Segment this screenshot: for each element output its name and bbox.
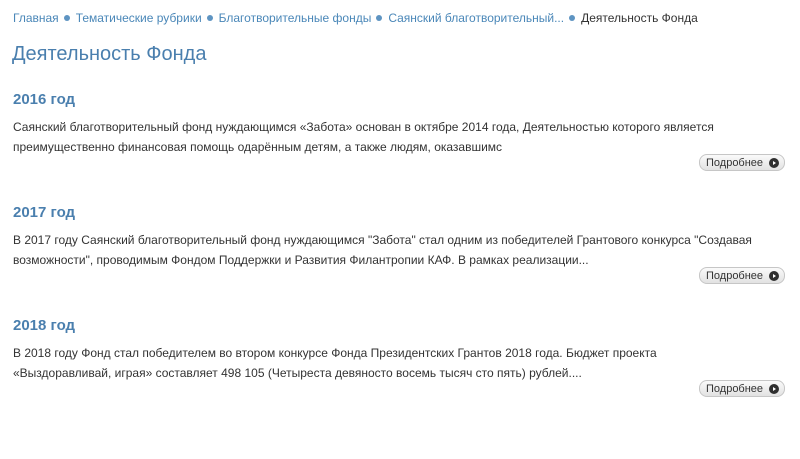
more-button-label: Подробнее <box>706 156 764 169</box>
bullet-separator-icon <box>64 15 70 21</box>
article-2018 <box>13 317 785 399</box>
bullet-separator-icon <box>376 15 382 21</box>
breadcrumb-link-home[interactable]: Главная <box>13 11 59 25</box>
breadcrumb-link-charity-funds[interactable]: Благотворительные фонды <box>218 11 372 25</box>
circle-arrow-right-icon <box>769 271 779 281</box>
breadcrumb-link-rubrics[interactable]: Тематические рубрики <box>75 11 202 25</box>
circle-arrow-right-icon <box>769 384 779 394</box>
more-button[interactable] <box>699 267 785 284</box>
article-heading[interactable]: 2016 год <box>13 91 76 108</box>
bullet-separator-icon <box>569 15 575 21</box>
bullet-separator-icon <box>207 15 213 21</box>
article-2016 <box>13 91 785 173</box>
breadcrumb-current: Деятельность Фонда <box>581 11 698 25</box>
page-title: Деятельность Фонда <box>12 43 207 65</box>
more-button[interactable] <box>699 154 785 171</box>
article-text: Саянский благотворительный фонд нуждающимся «Забота» основан в октябре 2014 года, Деятельностью которого является преимущественно финансовая помощь одарённым детям, а также людям, оказавшимс <box>13 120 714 154</box>
article-heading[interactable]: 2017 год <box>13 204 76 221</box>
breadcrumb-link-sayan-fund[interactable]: Саянский благотворительный... <box>388 11 565 25</box>
article-2017 <box>13 204 785 286</box>
more-button-label: Подробнее <box>706 269 764 282</box>
more-button-label: Подробнее <box>706 382 764 395</box>
article-text: В 2018 году Фонд стал победителем во втором конкурсе Фонда Президентских Грантов 2018 года. Бюджет проекта «Выздоравливай, играя» составляет 498 105 (Четыреста девяносто восемь тысяч сто пять) рублей.... <box>13 346 657 380</box>
article-text: В 2017 году Саянский благотворительный фонд нуждающимся "Забота" стал одним из победителей Грантового конкурса "Создавая возможности", проводимым Фондом Поддержки и Развития Филантропии КАФ. В рамках реализации... <box>13 233 752 267</box>
article-heading[interactable]: 2018 год <box>13 317 76 334</box>
more-button[interactable] <box>699 380 785 397</box>
circle-arrow-right-icon <box>769 158 779 168</box>
breadcrumb <box>13 9 698 27</box>
